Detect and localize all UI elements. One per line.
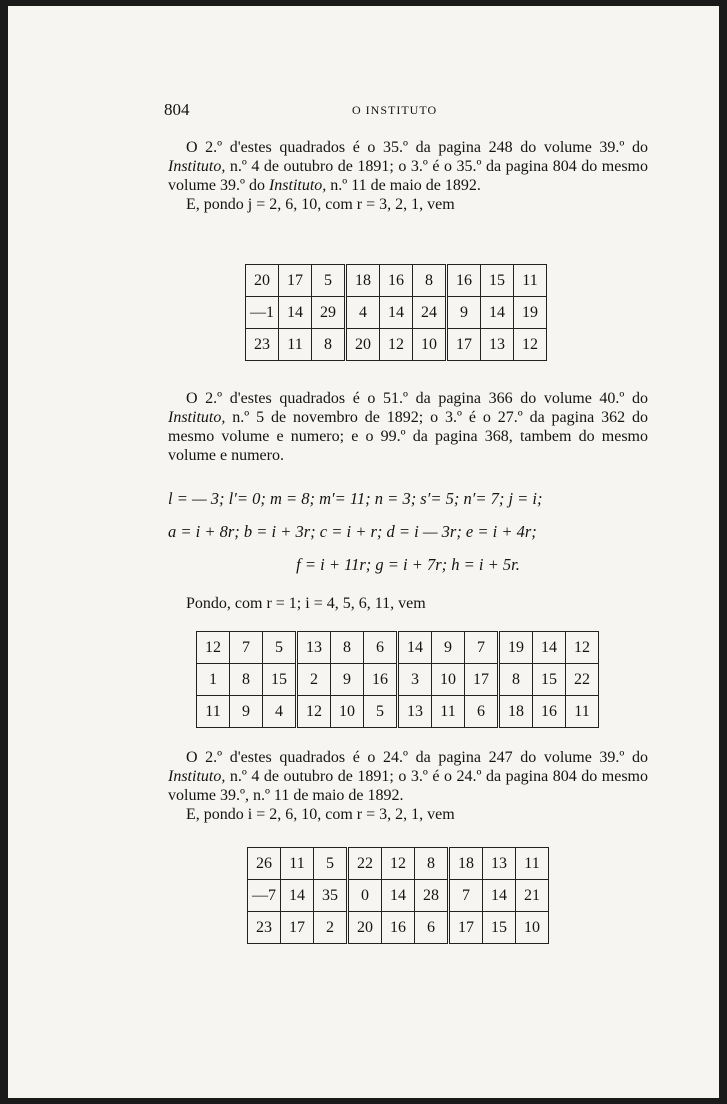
table-cell: 17 <box>449 912 483 944</box>
running-title: O INSTITUTO <box>352 103 438 117</box>
table-cell: 16 <box>380 265 413 297</box>
table-cell: 19 <box>514 297 547 329</box>
table-row <box>248 912 549 944</box>
table-cell: 12 <box>197 632 230 664</box>
formula-line-1: l = — 3; l′= 0; m = 8; m′= 11; n = 3; s′= 5; n′= 7; j = i; <box>168 489 543 508</box>
table-cell: 13 <box>483 848 516 880</box>
table-cell: 24 <box>413 297 447 329</box>
table-cell: 9 <box>331 664 364 696</box>
table-cell: —1 <box>246 297 279 329</box>
table-cell: 26 <box>248 848 281 880</box>
table-row <box>246 265 547 297</box>
table-cell: 16 <box>364 664 398 696</box>
table-cell: 29 <box>312 297 346 329</box>
table-cell: 6 <box>364 632 398 664</box>
table-cell: 11 <box>279 329 312 361</box>
table-cell: 0 <box>348 880 382 912</box>
table-cell: 10 <box>413 329 447 361</box>
table-cell: 13 <box>481 329 514 361</box>
table-cell: 12 <box>566 632 599 664</box>
table-cell: 14 <box>380 297 413 329</box>
table-row <box>246 297 547 329</box>
table-cell: 10 <box>516 912 549 944</box>
table-row <box>197 632 599 664</box>
table-cell: 14 <box>481 297 514 329</box>
table-cell: 11 <box>197 696 230 728</box>
table-cell: 8 <box>415 848 449 880</box>
formula-line-3: f = i + 11r; g = i + 7r; h = i + 5r. <box>296 555 520 574</box>
table-cell: 16 <box>382 912 415 944</box>
table-cell: 5 <box>263 632 297 664</box>
table-cell: 2 <box>297 664 331 696</box>
table-cell: 14 <box>533 632 566 664</box>
table-cell: 14 <box>483 880 516 912</box>
table-cell: 19 <box>499 632 533 664</box>
table-cell: 35 <box>314 880 348 912</box>
paragraph-1: O 2.º d'estes quadrados é o 35.º da pagina 248 do volume 39.º do Instituto, n.º 4 de outubro de 1891; o 3.º é o 35.º da pagina 804 do mesmo volume 39.º do Instituto, n.º 11 de maio de 1892. E, pondo j = 2, 6, 10, com r = 3, 2, 1, vem <box>168 139 648 213</box>
table-cell: 8 <box>499 664 533 696</box>
table-cell: 8 <box>312 329 346 361</box>
table-cell: 8 <box>331 632 364 664</box>
table-cell: 9 <box>230 696 263 728</box>
table-cell: 2 <box>314 912 348 944</box>
table-row <box>197 696 599 728</box>
table-cell: 13 <box>398 696 432 728</box>
table-cell: 21 <box>516 880 549 912</box>
table-cell: 20 <box>246 265 279 297</box>
table-cell: 15 <box>533 664 566 696</box>
table-cell: 9 <box>447 297 481 329</box>
table-cell: 1 <box>197 664 230 696</box>
table-cell: 12 <box>297 696 331 728</box>
paragraph-pondo-r: Pondo, com r = 1; i = 4, 5, 6, 11, vem <box>186 595 426 612</box>
table-cell: 5 <box>312 265 346 297</box>
table-cell: 11 <box>432 696 465 728</box>
table-cell: 17 <box>281 912 314 944</box>
table-cell: 10 <box>432 664 465 696</box>
table-cell: 14 <box>279 297 312 329</box>
table-cell: 4 <box>346 297 380 329</box>
table-cell: 20 <box>346 329 380 361</box>
table-cell: 16 <box>533 696 566 728</box>
table-cell: 8 <box>413 265 447 297</box>
table-cell: 23 <box>246 329 279 361</box>
table-cell: 5 <box>314 848 348 880</box>
table-cell: 6 <box>465 696 499 728</box>
table-cell: 7 <box>465 632 499 664</box>
table-row <box>197 664 599 696</box>
table-cell: 18 <box>346 265 380 297</box>
table-cell: 9 <box>432 632 465 664</box>
table-cell: 17 <box>447 329 481 361</box>
table-cell: 28 <box>415 880 449 912</box>
table-cell: 10 <box>331 696 364 728</box>
table-cell: 12 <box>514 329 547 361</box>
table-cell: 15 <box>483 912 516 944</box>
table-cell: 11 <box>566 696 599 728</box>
line-pondo-i: E, pondo i = 2, 6, 10, com r = 3, 2, 1, vem <box>186 806 455 823</box>
table-cell: 17 <box>279 265 312 297</box>
formula-line-2: a = i + 8r; b = i + 3r; c = i + r; d = i — 3r; e = i + 4r; <box>168 522 537 541</box>
table-cell: 14 <box>398 632 432 664</box>
table-cell: 11 <box>514 265 547 297</box>
table-cell: 14 <box>281 880 314 912</box>
magic-square-table-2 <box>196 631 599 728</box>
table-cell: 16 <box>447 265 481 297</box>
line-pondo-j: E, pondo j = 2, 6, 10, com r = 3, 2, 1, vem <box>186 196 455 213</box>
paragraph-2: O 2.º d'estes quadrados é o 51.º da pagina 366 do volume 40.º do Instituto, n.º 5 de novembro de 1892; o 3.º é o 27.º da pagina 362 do mesmo volume e numero; e o 99.º da pagina 368, tambem do mesmo volume e numero. <box>168 390 648 464</box>
table-cell: 12 <box>382 848 415 880</box>
page <box>8 6 719 1098</box>
table-cell: 8 <box>230 664 263 696</box>
table-cell: 7 <box>449 880 483 912</box>
table-row <box>248 848 549 880</box>
table-cell: 15 <box>263 664 297 696</box>
table-row <box>248 880 549 912</box>
table-cell: 5 <box>364 696 398 728</box>
table-cell: 17 <box>465 664 499 696</box>
table-cell: 13 <box>297 632 331 664</box>
running-header <box>8 100 719 120</box>
table-cell: 11 <box>516 848 549 880</box>
table-cell: —7 <box>248 880 281 912</box>
table-cell: 6 <box>415 912 449 944</box>
table-row <box>246 329 547 361</box>
magic-square-table-1 <box>245 264 547 361</box>
table-cell: 22 <box>566 664 599 696</box>
table-cell: 18 <box>449 848 483 880</box>
table-cell: 3 <box>398 664 432 696</box>
table-cell: 14 <box>382 880 415 912</box>
page-number: 804 <box>164 100 190 119</box>
table-cell: 11 <box>281 848 314 880</box>
table-cell: 4 <box>263 696 297 728</box>
table-cell: 7 <box>230 632 263 664</box>
table-cell: 12 <box>380 329 413 361</box>
table-cell: 15 <box>481 265 514 297</box>
paragraph-3: O 2.º d'estes quadrados é o 24.º da pagina 247 do volume 39.º do Instituto, n.º 4 de outubro de 1891; o 3.º é o 24.º da pagina 804 do mesmo volume 39.º, n.º 11 de maio de 1892. E, pondo i = 2, 6, 10, com r = 3, 2, 1, vem <box>168 749 648 823</box>
table-cell: 23 <box>248 912 281 944</box>
magic-square-table-3 <box>247 847 549 944</box>
table-cell: 18 <box>499 696 533 728</box>
table-cell: 22 <box>348 848 382 880</box>
table-cell: 20 <box>348 912 382 944</box>
